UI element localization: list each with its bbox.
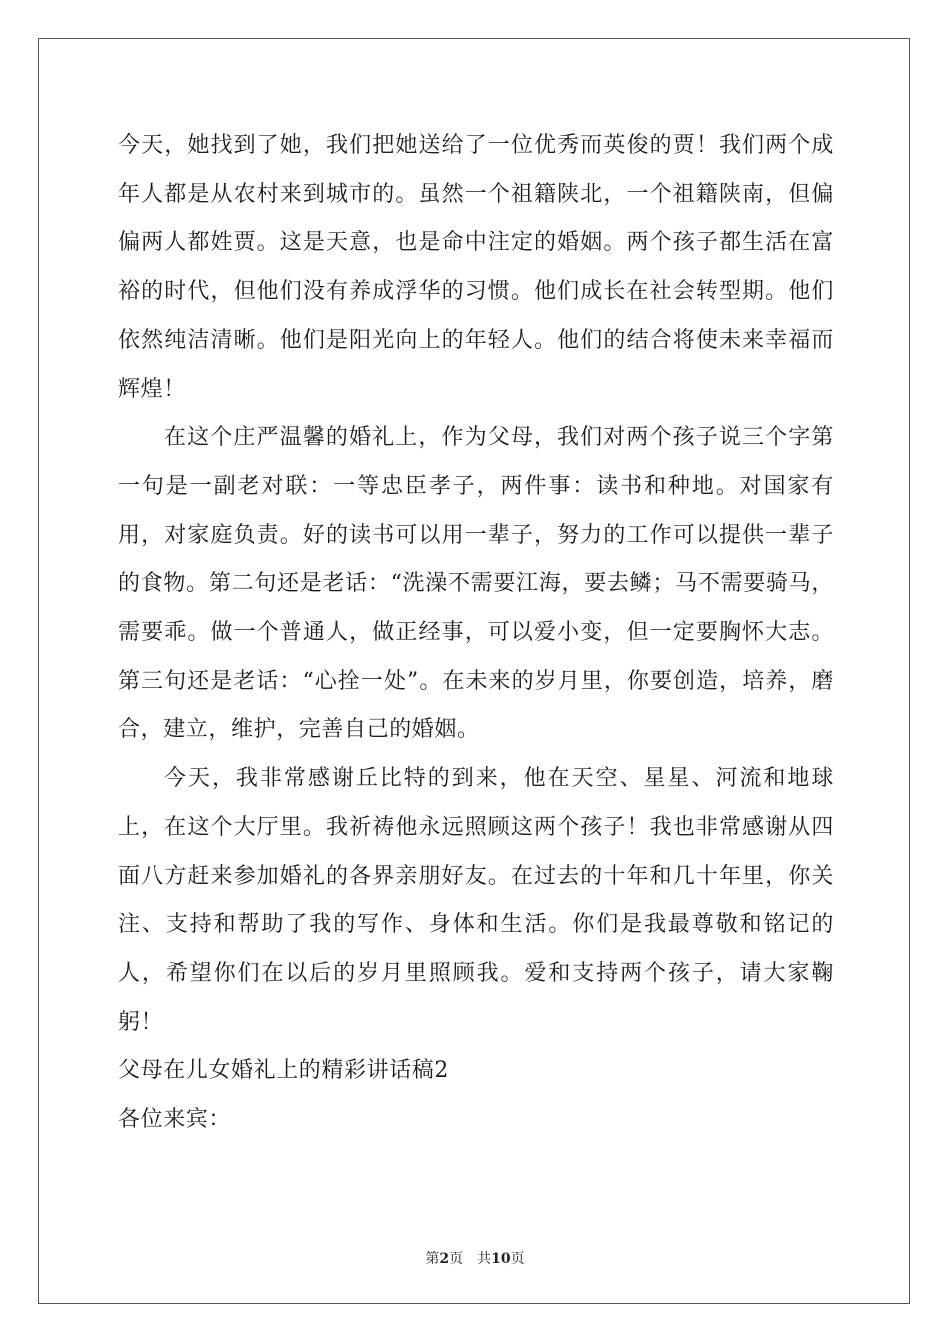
section-title: 父母在儿女婚礼上的精彩讲话稿2	[118, 1058, 449, 1084]
paragraph: 今天，她找到了她，我们把她送给了一位优秀而英俊的贾！我们两个成年人都是从农村来到城市的。虽然一个祖籍陕北，一个祖籍陕南，但偏偏两人都姓贾。这是天意，也是命中注定的婚姻。两个孩子都生活在富裕的时代，但他们没有养成浮华的习惯。他们成长在社会转型期。他们依然纯洁清晰。他们是阳光向上的年轻人。他们的结合将使未来幸福而辉煌！	[118, 133, 834, 402]
total-pages: 10	[491, 1251, 511, 1267]
salutation: 各位来宾：	[118, 1107, 232, 1133]
total-prefix: 共	[477, 1251, 492, 1267]
page-suffix: 页	[449, 1251, 464, 1267]
page-number: 2	[439, 1251, 450, 1267]
document-body	[118, 122, 834, 1145]
paragraph: 在这个庄严温馨的婚礼上，作为父母，我们对两个孩子说三个字第一句是一副老对联：一等忠臣孝子，两件事：读书和种地。对国家有用，对家庭负责。好的读书可以用一辈子，努力的工作可以提供一辈子的食物。第二句还是老话：“洗澡不需要江海，要去鳞；马不需要骑马，需要乖。做一个普通人，做正经事，可以爱小变，但一定要胸怀大志。第三句还是老话：“心拴一处”。在未来的岁月里，你要创造，培养，磨合，建立，维护，完善自己的婚姻。	[118, 425, 834, 743]
page-prefix: 第	[425, 1251, 440, 1267]
paragraph: 今天，我非常感谢丘比特的到来，他在天空、星星、河流和地球上，在这个大厅里。我祈祷他永远照顾这两个孩子！我也非常感谢从四面八方赶来参加婚礼的各界亲朋好友。在过去的十年和几十年里，你关注、支持和帮助了我的写作、身体和生活。你们是我最尊敬和铭记的人，希望你们在以后的岁月里照顾我。爱和支持两个孩子，请大家鞠躬！	[118, 766, 834, 1035]
page-footer	[0, 1248, 950, 1268]
total-suffix: 页	[510, 1251, 525, 1267]
